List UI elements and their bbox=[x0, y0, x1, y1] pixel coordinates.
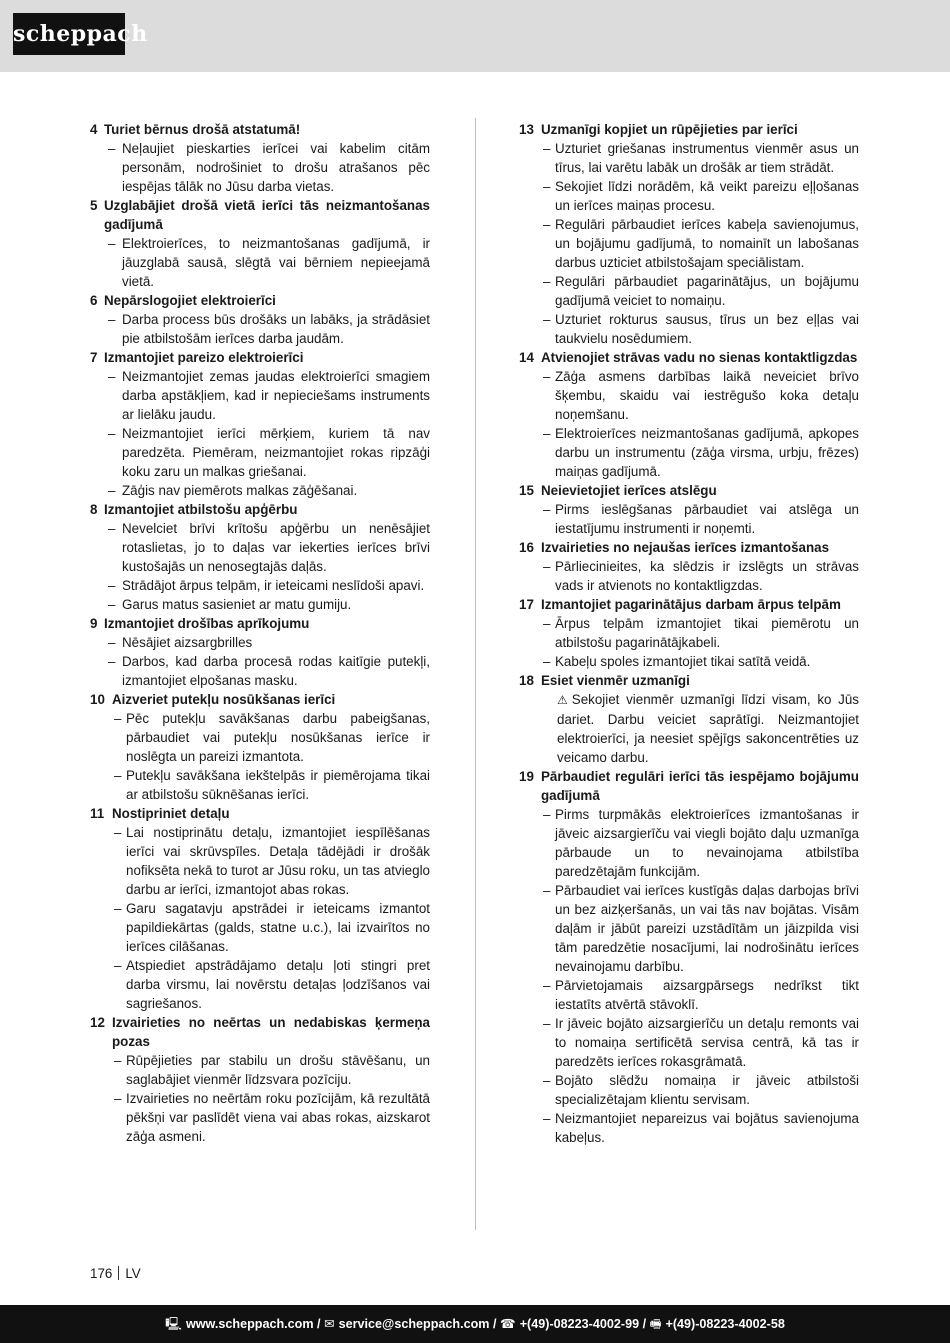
note-text: Sekojiet vienmēr uzmanīgi līdzi visam, ko Jūs dariet. Darbu veiciet saprātīgi. Neizmantojiet elektroierīci, ja neesiet spējīgs sakoncentrēties uz veicamo darbu. bbox=[557, 692, 859, 765]
list-item bbox=[90, 633, 430, 652]
list-item bbox=[519, 367, 859, 424]
section bbox=[90, 348, 430, 500]
section-items bbox=[90, 633, 430, 690]
page-number-value: 176 bbox=[90, 1266, 113, 1281]
section-heading bbox=[90, 690, 430, 709]
dash-bullet: – bbox=[114, 768, 122, 783]
list-item-text: Garu sagatavju apstrādei ir ieteicams izmantot papildiekārtas (galds, statne u.c.), lai izvairītos no ierīces cilāšanas. bbox=[126, 901, 430, 954]
list-item-text: Pārliecinieites, ka slēdzis ir izslēgts un strāvas vads ir atvienots no kontaktligzdas. bbox=[555, 559, 859, 593]
dash-bullet: – bbox=[114, 1091, 122, 1106]
list-item bbox=[519, 805, 859, 881]
section-items bbox=[90, 1051, 430, 1146]
section bbox=[90, 804, 430, 1013]
dash-bullet: – bbox=[108, 141, 116, 156]
dash-bullet: – bbox=[108, 483, 116, 498]
list-item bbox=[519, 976, 859, 1014]
dash-bullet: – bbox=[543, 807, 551, 822]
dash-bullet: – bbox=[108, 521, 116, 536]
section-items bbox=[519, 557, 859, 595]
list-item bbox=[90, 234, 430, 291]
dash-bullet: – bbox=[108, 369, 116, 384]
section-heading bbox=[90, 1013, 430, 1051]
section-number: 4 bbox=[90, 122, 98, 137]
list-item bbox=[90, 519, 430, 576]
list-item-text: Zāģis nav piemērots malkas zāģēšanai. bbox=[122, 483, 358, 498]
section-title: Turiet bērnus drošā atstatumā! bbox=[104, 122, 301, 137]
section-number: 8 bbox=[90, 502, 98, 517]
section-number: 6 bbox=[90, 293, 98, 308]
dash-bullet: – bbox=[108, 635, 116, 650]
section-number: 13 bbox=[519, 122, 534, 137]
dash-bullet: – bbox=[543, 1111, 551, 1126]
dash-bullet: – bbox=[543, 883, 551, 898]
list-item-text: Lai nostiprinātu detaļu, izmantojiet iespīlēšanas ierīci vai skrūvspīles. Detaļa tādējādi ir drošāk nofiksēta nekā to turot ar Jūsu roku, un tas atvieglo darbu ar ierīci, izmantojot abas rokas. bbox=[126, 825, 430, 897]
list-item-text: Regulāri pārbaudiet ierīces kabeļa savienojumus, un bojājumu gadījumā, to nomainīt un labošanas darbus uzticiet atbilstošajam speciālistam. bbox=[555, 217, 859, 270]
list-item bbox=[90, 481, 430, 500]
section-heading bbox=[519, 120, 859, 139]
section-title: Izmantojiet drošības aprīkojumu bbox=[104, 616, 310, 631]
column-divider bbox=[475, 118, 476, 1230]
dash-bullet: – bbox=[543, 274, 551, 289]
list-item-text: Pārvietojamais aizsargpārsegs nedrīkst tikt iestatīts atvērtā stāvoklī. bbox=[555, 978, 859, 1012]
section-number: 16 bbox=[519, 540, 534, 555]
list-item-text: Zāģa asmens darbības laikā neveiciet brīvo šķembu, skaidu vai iestrēgušo koka detaļu noņemšanu. bbox=[555, 369, 859, 422]
list-item bbox=[519, 500, 859, 538]
section-title: Izmantojiet pagarinātājus darbam ārpus telpām bbox=[541, 597, 841, 612]
list-item bbox=[519, 215, 859, 272]
dash-bullet: – bbox=[543, 1016, 551, 1031]
list-item-text: Strādājot ārpus telpām, ir ieteicami neslīdoši apavi. bbox=[122, 578, 425, 593]
section-title: Nepārslogojiet elektroierīci bbox=[104, 293, 276, 308]
list-item bbox=[90, 576, 430, 595]
warning-triangle-icon: ⚠︎ bbox=[557, 693, 568, 707]
list-item bbox=[90, 595, 430, 614]
list-item bbox=[519, 424, 859, 481]
section-heading bbox=[90, 291, 430, 310]
list-item-text: Elektroierīces, to neizmantošanas gadījumā, ir jāuzglabā sausā, slēgtā vai bērniem nepieejamā vietā. bbox=[122, 236, 430, 289]
section-heading bbox=[90, 614, 430, 633]
section-items bbox=[519, 500, 859, 538]
left-column bbox=[90, 120, 430, 1146]
section-items bbox=[519, 367, 859, 481]
list-item-text: Pēc putekļu savākšanas darbu pabeigšanas, pārbaudiet vai putekļu nosūkšanas ierīce ir noslēgta un pareizi izmantota. bbox=[126, 711, 430, 764]
list-item bbox=[519, 1071, 859, 1109]
list-item bbox=[519, 310, 859, 348]
section-title: Esiet vienmēr uzmanīgi bbox=[541, 673, 690, 688]
right-column bbox=[519, 120, 859, 1147]
section-heading bbox=[519, 538, 859, 557]
dash-bullet: – bbox=[114, 901, 122, 916]
list-item bbox=[90, 310, 430, 348]
section bbox=[519, 120, 859, 348]
list-item-text: Uzturiet griešanas instrumentus vienmēr asus un tīrus, lai varētu labāk un drošāk ar tiem strādāt. bbox=[555, 141, 859, 175]
section-items bbox=[90, 709, 430, 804]
section-title: Izmantojiet pareizo elektroierīci bbox=[104, 350, 304, 365]
dash-bullet: – bbox=[114, 958, 122, 973]
section-items bbox=[90, 234, 430, 291]
list-item-text: Nēsājiet aizsargbrilles bbox=[122, 635, 253, 650]
dash-bullet: – bbox=[543, 369, 551, 384]
section-number: 15 bbox=[519, 483, 534, 498]
section bbox=[90, 690, 430, 804]
section-heading bbox=[519, 671, 859, 690]
section-title: Uzglabājiet drošā vietā ierīci tās neizmantošanas gadījumā bbox=[104, 198, 430, 232]
list-item bbox=[90, 424, 430, 481]
list-item-text: Neizmantojiet nepareizus vai bojātus savienojuma kabeļus. bbox=[555, 1111, 859, 1145]
list-item-text: Garus matus sasieniet ar matu gumiju. bbox=[122, 597, 352, 612]
list-item bbox=[90, 956, 430, 1013]
section bbox=[90, 1013, 430, 1146]
section-note bbox=[519, 690, 859, 767]
section-heading bbox=[90, 196, 430, 234]
section bbox=[519, 348, 859, 481]
computer-icon: 🖳︎ bbox=[165, 1317, 182, 1331]
section-heading bbox=[90, 348, 430, 367]
dash-bullet: – bbox=[543, 1073, 551, 1088]
dash-bullet: – bbox=[108, 597, 116, 612]
page-footer bbox=[0, 1305, 950, 1343]
list-item bbox=[90, 1051, 430, 1089]
section-title: Neievietojiet ierīces atslēgu bbox=[541, 483, 717, 498]
dash-bullet: – bbox=[543, 217, 551, 232]
section-items bbox=[90, 139, 430, 196]
list-item-text: Darba process būs drošāks un labāks, ja strādāsiet pie atbilstošām ierīces darba jaudām. bbox=[122, 312, 430, 346]
list-item-text: Pirms ieslēgšanas pārbaudiet vai atslēga un iestatījumu instrumenti ir noņemti. bbox=[555, 502, 859, 536]
section-title: Izvairieties no neērtas un nedabiskas ķermeņa pozas bbox=[112, 1015, 430, 1049]
list-item-text: Ārpus telpām izmantojiet tikai piemērotu un atbilstošu pagarinātājkabeli. bbox=[555, 616, 859, 650]
page-language: LV bbox=[125, 1266, 141, 1281]
dash-bullet: – bbox=[543, 502, 551, 517]
page-header bbox=[0, 0, 950, 72]
list-item bbox=[90, 139, 430, 196]
section-items bbox=[519, 614, 859, 671]
section-items bbox=[90, 519, 430, 614]
list-item-text: Neizmantojiet ierīci mērķiem, kuriem tā nav paredzēta. Piemēram, neizmantojiet rokas ripzāģi koku zaru un malkas griešanai. bbox=[122, 426, 430, 479]
list-item bbox=[519, 614, 859, 652]
section-items bbox=[90, 823, 430, 1013]
dash-bullet: – bbox=[114, 825, 122, 840]
dash-bullet: – bbox=[543, 312, 551, 327]
list-item-text: Bojāto slēdžu nomaiņa ir jāveic atbilstoši specializētajam klientu servisam. bbox=[555, 1073, 859, 1107]
list-item-text: Darbos, kad darba procesā rodas kaitīgie putekļi, izmantojiet elpošanas masku. bbox=[122, 654, 430, 688]
section-title: Aizveriet putekļu nosūkšanas ierīci bbox=[112, 692, 336, 707]
section bbox=[519, 538, 859, 595]
dash-bullet: – bbox=[108, 654, 116, 669]
section-title: Izmantojiet atbilstošu apģērbu bbox=[104, 502, 298, 517]
section-number: 17 bbox=[519, 597, 534, 612]
section-number: 10 bbox=[90, 692, 105, 707]
dash-bullet: – bbox=[543, 426, 551, 441]
dash-bullet: – bbox=[108, 578, 116, 593]
list-item bbox=[90, 652, 430, 690]
section-number: 12 bbox=[90, 1015, 105, 1030]
section-heading bbox=[519, 595, 859, 614]
section-number: 11 bbox=[90, 806, 105, 821]
section-items bbox=[519, 805, 859, 1147]
page-number-separator bbox=[118, 1266, 119, 1280]
section bbox=[519, 767, 859, 1147]
list-item-text: Nevelciet brīvi krītošu apģērbu un nenēsājiet rotaslietas, jo to daļas var iekerties ierīces brīvi kustošajās un nenosegtajās daļās. bbox=[122, 521, 430, 574]
list-item bbox=[519, 139, 859, 177]
section-items bbox=[519, 139, 859, 348]
section-number: 7 bbox=[90, 350, 98, 365]
dash-bullet: – bbox=[543, 559, 551, 574]
list-item-text: Ir jāveic bojāto aizsargierīču un detaļu remonts vai to nomaiņa sertificētā servisa centrā, kā tas ir paredzēts ierīces rokasgrāmatā. bbox=[555, 1016, 859, 1069]
section-number: 14 bbox=[519, 350, 534, 365]
dash-bullet: – bbox=[543, 141, 551, 156]
list-item-text: Neļaujiet pieskarties ierīcei vai kabelim citām personām, nodrošiniet to drošu atrašanos pēc iespējas tālāk no Jūsu darba vietas. bbox=[122, 141, 430, 194]
list-item bbox=[90, 899, 430, 956]
list-item bbox=[90, 1089, 430, 1146]
section-items bbox=[90, 310, 430, 348]
section bbox=[519, 595, 859, 671]
dash-bullet: – bbox=[543, 616, 551, 631]
phone-icon: ☎︎ bbox=[500, 1317, 516, 1331]
dash-bullet: – bbox=[108, 312, 116, 327]
list-item bbox=[90, 766, 430, 804]
list-item-text: Pārbaudiet vai ierīces kustīgās daļas darbojas brīvi un bez aizķeršanās, un vai tās nav bojātas. Visām daļām ir jābūt pareizi uzstādītām un jāizpilda visi tām paredzētie nosacījumi, lai nodrošinātu ierīces nevainojamu darbību. bbox=[555, 883, 859, 974]
section-title: Pārbaudiet regulāri ierīci tās iespējamo bojājumu gadījumā bbox=[541, 769, 859, 803]
list-item bbox=[519, 557, 859, 595]
dash-bullet: – bbox=[543, 978, 551, 993]
list-item bbox=[519, 272, 859, 310]
fax-icon: 🖷︎ bbox=[649, 1317, 662, 1331]
list-item-text: Izvairieties no neērtām roku pozīcijām, kā rezultātā pēkšņi var paslīdēt viena vai abas rokas, aizskarot zāģa asmeni. bbox=[126, 1091, 430, 1144]
list-item bbox=[519, 1109, 859, 1147]
list-item-text: Kabeļu spoles izmantojiet tikai satītā veidā. bbox=[555, 654, 811, 669]
footer-fax: +(49)-08223-4002-58 bbox=[665, 1317, 785, 1331]
section-title: Uzmanīgi kopjiet un rūpējieties par ierīci bbox=[541, 122, 798, 137]
list-item-text: Putekļu savākšana iekštelpās ir piemērojama tikai ar atbilstošu sūknēšanas ierīci. bbox=[126, 768, 430, 802]
dash-bullet: – bbox=[543, 179, 551, 194]
section bbox=[519, 481, 859, 538]
section-heading bbox=[90, 804, 430, 823]
list-item-text: Neizmantojiet zemas jaudas elektroierīci smagiem darba apstākļiem, kad ir nepieciešams instruments ar lielāku jaudu. bbox=[122, 369, 430, 422]
section bbox=[519, 671, 859, 767]
section bbox=[90, 291, 430, 348]
list-item bbox=[519, 177, 859, 215]
dash-bullet: – bbox=[114, 1053, 122, 1068]
section bbox=[90, 120, 430, 196]
section-number: 19 bbox=[519, 769, 534, 784]
list-item-text: Uzturiet rokturus sausus, tīrus un bez eļļas vai taukvielu nosēdumiem. bbox=[555, 312, 859, 346]
section-heading bbox=[519, 481, 859, 500]
list-item bbox=[519, 1014, 859, 1071]
list-item bbox=[519, 881, 859, 976]
list-item-text: Pirms turpmākās elektroierīces izmantošanas ir jāveic aizsargierīču vai viegli bojāto daļu uzmanīga pārbaude un to nevainojama atbilstība paredzētajām funkcijām. bbox=[555, 807, 859, 879]
email-icon: ✉︎ bbox=[324, 1317, 335, 1331]
dash-bullet: – bbox=[108, 236, 116, 251]
list-item bbox=[90, 709, 430, 766]
section-number: 18 bbox=[519, 673, 534, 688]
section-items bbox=[90, 367, 430, 500]
section-number: 5 bbox=[90, 198, 98, 213]
list-item-text: Rūpējieties par stabilu un drošu stāvēšanu, un saglabājiet vienmēr līdzsvara pozīciju. bbox=[126, 1053, 430, 1087]
dash-bullet: – bbox=[543, 654, 551, 669]
section-heading bbox=[90, 500, 430, 519]
footer-email: service@scheppach.com / bbox=[338, 1317, 497, 1331]
section bbox=[90, 500, 430, 614]
section-heading bbox=[90, 120, 430, 139]
dash-bullet: – bbox=[108, 426, 116, 441]
list-item-text: Atspiediet apstrādājamo detaļu ļoti stingri pret darba virsmu, lai novērstu detaļas ļodzīšanos vai sagriešanos. bbox=[126, 958, 430, 1011]
list-item bbox=[90, 823, 430, 899]
page-number bbox=[90, 1266, 141, 1281]
section-heading bbox=[519, 348, 859, 367]
footer-website: www.scheppach.com / bbox=[185, 1317, 321, 1331]
scheppach-logo: scheppach bbox=[13, 13, 125, 55]
list-item-text: Sekojiet līdzi norādēm, kā veikt pareizu eļļošanas un ierīces maiņas procesu. bbox=[555, 179, 859, 213]
list-item-text: Elektroierīces neizmantošanas gadījumā, apkopes darbu un instrumentu (zāģa virsma, urbju, frēzes) maiņas gadījumā. bbox=[555, 426, 859, 479]
section-title: Nostipriniet detaļu bbox=[112, 806, 230, 821]
section-title: Atvienojiet strāvas vadu no sienas kontaktligzdas bbox=[541, 350, 858, 365]
dash-bullet: – bbox=[114, 711, 122, 726]
list-item bbox=[90, 367, 430, 424]
section-number: 9 bbox=[90, 616, 98, 631]
footer-phone: +(49)-08223-4002-99 / bbox=[519, 1317, 647, 1331]
list-item bbox=[519, 652, 859, 671]
section bbox=[90, 614, 430, 690]
section-heading bbox=[519, 767, 859, 805]
section bbox=[90, 196, 430, 291]
list-item-text: Regulāri pārbaudiet pagarinātājus, un bojājumu gadījumā veiciet to nomaiņu. bbox=[555, 274, 859, 308]
section-title: Izvairieties no nejaušas ierīces izmantošanas bbox=[541, 540, 830, 555]
